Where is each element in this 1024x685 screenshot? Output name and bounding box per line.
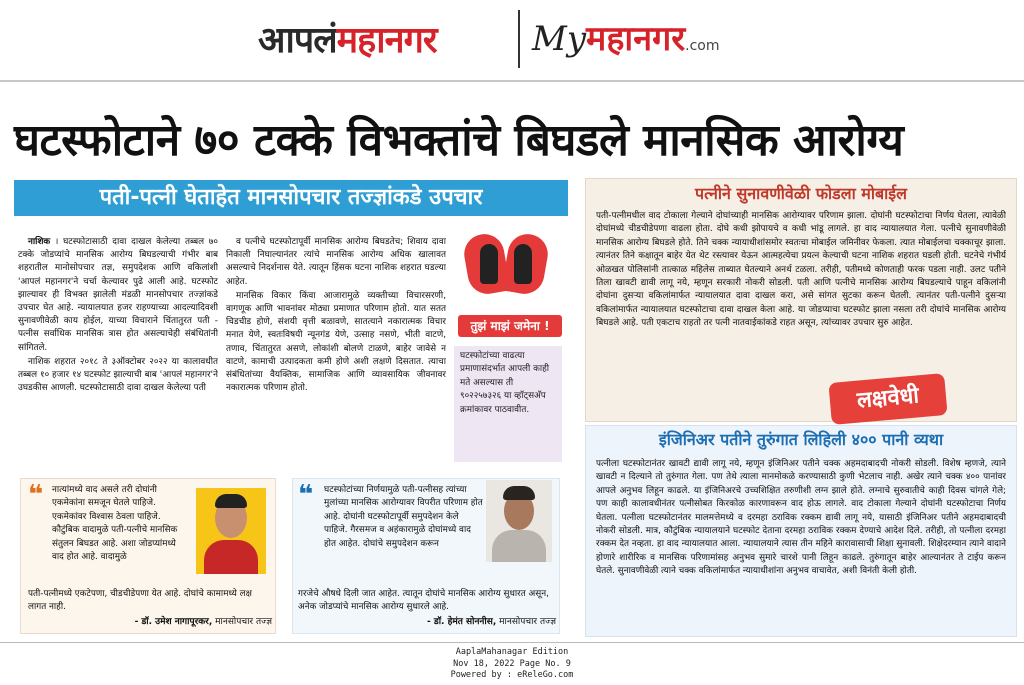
logo-secondary-my: My (532, 19, 587, 59)
logo-secondary-com: .com (685, 38, 720, 54)
expert-quote-1-text-continued: पती-पत्नीमध्ये एकटेपणा, चीडचीडेपणा येत आहे. दोघांचे कामामध्ये लक्ष लागत नाही. (28, 589, 252, 613)
photo-body-shape (492, 530, 546, 562)
sidebar-article-1-title: पत्नीने सुनावणीवेळी फोडला मोबाईल (695, 184, 907, 203)
footer-powered-by: Powered by : eReleGo.com (450, 670, 574, 680)
dateline: नाशिक (28, 237, 51, 247)
page-headline: घटस्फोटाने ७० टक्के विभक्तांचे बिघडले मानसिक आरोग्य (14, 115, 904, 166)
article-paragraph: व पत्नीचे घटस्फोटापूर्वी मानसिक आरोग्य बिघडतेच; शिवाय दावा निकाली निघाल्यानंतर त्यांचे मानसिक आरोग्य अधिक खालावत असल्याचे निदर्शनास येते. त्यातून हिंसक घटना नाशिक शहरात घडल्या आहेत. (226, 237, 446, 287)
expert-quote-2-signature (298, 614, 556, 627)
sidebar-article-2-body: पत्नीला घटस्फोटानंतर खावटी द्यावी लागू नये, म्हणून इंजिनिअर पतीने चक्क अहमदाबादची नोकरी सोडली. विशेष म्हणजे, त्याने खावटी न दिल्याने तो तुरुंगात गेला. पण तेथे त्याला मानमोकळे करण्यासाठी कुणी भेटलाच नाही. अखेर त्याने चक्क ४०० पानांवर आपले अनुभव लिहून काढले. या इंजिनिअरचे उच्चशिक्षित तरुणीशी लग्न झाले होते. लग्नाचे सुरुवातीचे काही दिवस चांगले गेले; पण काही कालावधीनंतर पत्नीसोबत किरकोळ कारणावरून वाद होऊ लागले. वाद टोकाला गेल्याने दोघांनी घटस्फोटाचा निर्णय घेतला. पत्नीला घटस्फोटानंतर मालमत्तेमध्ये व दरमहा ठराविक रक्कम द्यावी लागू नये, यासाठी इंजिनिअर पतीने अहमदाबादची नोकरी सोडली. मात्र, कौटुंबिक न्यायालयाने घटस्फोट देताना दरमहा ठराविक रक्कम देण्याचे आदेश दिले. तरीही, तो पत्नीला दरमहा रक्कम देत नव्हता. हा वाद न्यायालयात आला. न्यायालयाने त्यास तीन महिने कारावासाची शिक्षा सुनावली. शिक्षेदरम्यान त्याने वादाने होणारे शारीरिक व मानसिक परिणामांसह अनुभव सुमारे चारशे पानी लिहून काढले. तुरुंगातून बाहेर आल्यानंतर ते टाईप करून घेतले. सुनावणीवेळी त्याने चक्क वकिलांमार्फत न्यायाधीशांना अनुभव वाचावेत, अशी विनंती केली होती. (596, 459, 1006, 577)
article-text: घटस्फोटासाठी दावा दाखल केलेल्या तब्बल ७० टक्के जोडप्यांचे मानसिक आरोग्य बिघडल्याची गंभीर बाब शहरातील मानोसोपचार तज्ञ, समुपदेशक आणि वकिलांशी 'आपलं महानगर'ने चर्चा केल्यावर पुढे आली आहे. घटस्फोट झाल्यावर ही विभक्त झालेली मंडळी मानसोपचार तज्ज्ञांकडे उपचार घेत आहे. न्यायालयात हजर राहण्याच्या आदल्यादिवशी सुनावणीवेळी काय होईल, याच्या विचाराने चिंतातुरत पती - पत्नीस सर्वाधिक मानसिक त्रास होत असल्याचेही संबंधितांनी सांगितले. (18, 237, 218, 353)
article-paragraph: नाशिक । घटस्फोटासाठी दावा दाखल केलेल्या तब्बल ७० टक्के जोडप्यांचे मानसिक आरोग्य बिघडल्याची गंभीर बाब शहरातील मानोसोपचार तज्ञ, समुपदेशक आणि वकिलांशी 'आपलं महानगर'ने चर्चा केल्यावर पुढे आली आहे. घटस्फोट झाल्यावर ही विभक्त झालेली मंडळी मानसोपचार तज्ज्ञांकडे उपचार घेत आहे. न्यायालयात हजर राहण्याच्या आदल्यादिवशी सुनावणीवेळी काय होईल, याच्या विचाराने चिंतातुरत पती - पत्नीस सर्वाधिक मानसिक त्रास होत असल्याचेही संबंधितांनी सांगितले. (18, 237, 218, 353)
expert-quote-2-text-continued: गरजेचे औषधे दिली जात आहेत. त्यातून दोघांचे मानसिक आरोग्य सुधारत असून, अनेक जोडप्यांचे मानसिक आरोग्य सुधारले आहे. (298, 589, 549, 613)
article-paragraph: नाशिक शहरात २०१८ ते ३ऑक्टोबर २०२२ या कालावधीत तब्बल १० हजार १४ घटस्फोट झाल्याची बाब 'आपलं महानगर'ने उघडकीस आणली. घटस्फोटासाठी दावा दाखल केलेल्या पती (18, 356, 218, 394)
article-column-2 (226, 236, 446, 470)
featured-stamp: लक्षवेधी (828, 373, 947, 425)
article-subheading-banner: पती-पत्नी घेताहेत मानसोपचार तज्ज्ञांकडे उपचार (14, 180, 568, 216)
expert-name: - डॉ. उमेश नागापूरकर, (134, 617, 213, 627)
logo-primary-part-b: महानगर (336, 20, 437, 61)
logo-primary-part-a: आपलं (258, 20, 337, 61)
masthead-rule (0, 80, 1024, 82)
graphic-label: तुझं माझं जमेना ! (458, 315, 562, 337)
footer-rule (0, 642, 1024, 643)
expert-quote-1-text: नात्यांमध्ये वाद असले तरी दोघांनी एकमेकांना समजून घेतले पाहिजे. एकमेकांवर विश्वास ठेवला पाहिजे. कौटुंबिक वादामुळे पती-पत्नीचे मानसिक संतुलन बिघडत आहे. अशा जोडप्यांमध्ये वाद होत आहे. वादामुळे (52, 485, 178, 563)
article-paragraph: मानसिक विकार किंवा आजारामुळे व्यक्तीच्या विचारसरणी, वागणूक आणि भावनांवर मोठ्या प्रमाणात परिणाम होतो. यात सतत चिडचीड होणे, संशयी वृत्ती बळावणे, सातत्याने नकारात्मक विचार मनात येणे, स्वतःविषयी न्यूनगंड येणे, उत्साह नसणे, भीती वाटणे, तणाव, चिंतातुरत असणे, लोकांशी बोलणे टाळणे, बाहेर जावेसे न वाटणे, कामाची उत्पादकता कमी होणे अशी लक्षणे दिसतात. त्याचा संबंधितांच्या वैयक्तिक, सामाजिक आणि व्यावसायिक जीवनावर नकारात्मक परिणाम होतो. (226, 290, 446, 394)
footer-edition: AaplaMahanagar Edition (455, 647, 569, 657)
expert-role: मानसोपचार तज्ज्ञ (212, 617, 272, 627)
sidebar-article-2-title: इंजिनिअर पतीने तुरुंगात लिहिली ४०० पानी व्यथा (658, 430, 944, 449)
photo-hair-shape (503, 486, 535, 500)
reader-note-box: घटस्फोटांच्या वाढत्या प्रमाणासंदर्भात आपली काही मते असल्यास ती ९०२२५७३२६ या व्हॉट्सअ‍ॅप क्रमांकावर पाठवावीत. (454, 346, 562, 462)
expert-name: - डॉ. हेमंत सोननीस, (427, 617, 497, 627)
photo-hair-shape (215, 494, 247, 508)
masthead-logo-primary (258, 14, 437, 63)
masthead-divider (518, 10, 520, 68)
masthead (0, 0, 1024, 80)
quote-mark-icon: ❝ (298, 480, 314, 510)
man-silhouette-icon (514, 244, 532, 284)
logo-secondary-name: महानगर (586, 19, 686, 59)
expert-role: मानसोपचार तज्ज्ञ (496, 617, 556, 627)
quote-mark-icon: ❝ (28, 480, 44, 510)
expert-photo-2 (486, 480, 552, 562)
footer-date-page: Nov 18, 2022 Page No. 9 (453, 658, 571, 669)
masthead-logo-secondary (532, 14, 720, 60)
expert-quote-2-text: घटस्फोटांच्या निर्णयामुळे पती-पत्नीसह त्यांच्या मुलांच्या मानसिक आरोग्यावर विपरीत परिणाम होत आहे. दोघांनी घटस्फोटापूर्वी समुपदेशन केले पाहिजे. गैरसमज व अहंकारामुळे दोघांमध्ये वाद होत आहेत. दोघांचे समुपदेशन करून (324, 485, 483, 549)
expert-quote-1-signature (28, 614, 272, 627)
woman-silhouette-icon (480, 244, 498, 284)
edition-footer (362, 647, 662, 682)
sidebar-article-1-body: पती-पत्नीमधील वाद टोकाला गेल्याने दोघांच्याही मानसिक आरोग्यावर परिणाम झाला. दोघांनी घटस्फोटाचा निर्णय घेतला, त्यावेळी दोघांमध्ये चीडचीडेपणा वाढला होता. दोघे कधी झोपायचे व कधी भांडू लागले. हा वाद न्यायालयात गेला. पत्नीचे सुनावणीवेळी मानसिक आरोग्य बिघडले होते. तिने चक्क न्यायाधीशांसमोर स्वतःचा मोबाईल जमिनीवर फेकला. त्यात मोबाईलचा चक्काचूर झाला. त्यानंतर तिने कक्षातून बाहेर येत थेट रस्त्यावर येऊन आत्महत्येचा प्रयत्न केल्याची घटना नाशिक शहरात घडली होती. घटनेचे गंभीर्य ओळखत पोलिसांनी तात्काळ महिलेस ताब्यात घेतल्याने अनर्थ टळला. तरीही, पतीमध्ये कोणताही फरक पडला नाही. उलट पतीने तिला खावटी द्यावी लागू नये, म्हणून सरकारी नोकरी सोडली. पती आणि पत्नीचे मानसिक आरोग्य बिघडल्याचे पाहून वकिलांनी दोघांना दुसऱ्या वकिलांमार्फत न्यायालयात दावा दाखल करा, असे सांगत सुटका करून घेतली. त्यानंतर पती-पत्नीने दुसऱ्या वकिलांमार्फत न्यायालयात घटस्फोटाचा दावा दाखल केला आहे. या जोडप्याचा घटस्फोट झाला नसला तरी दोघांचे मानसिक आरोग्य बिघडले आहे. पती एकटाच राहतो तर पत्नी नातवाईकांकडे राहत असून, त्यांच्यावर उपचार सुरु आहेत. (596, 211, 1006, 329)
photo-body-shape (204, 540, 258, 574)
article-column-1 (18, 236, 218, 476)
expert-photo-1 (196, 488, 266, 574)
